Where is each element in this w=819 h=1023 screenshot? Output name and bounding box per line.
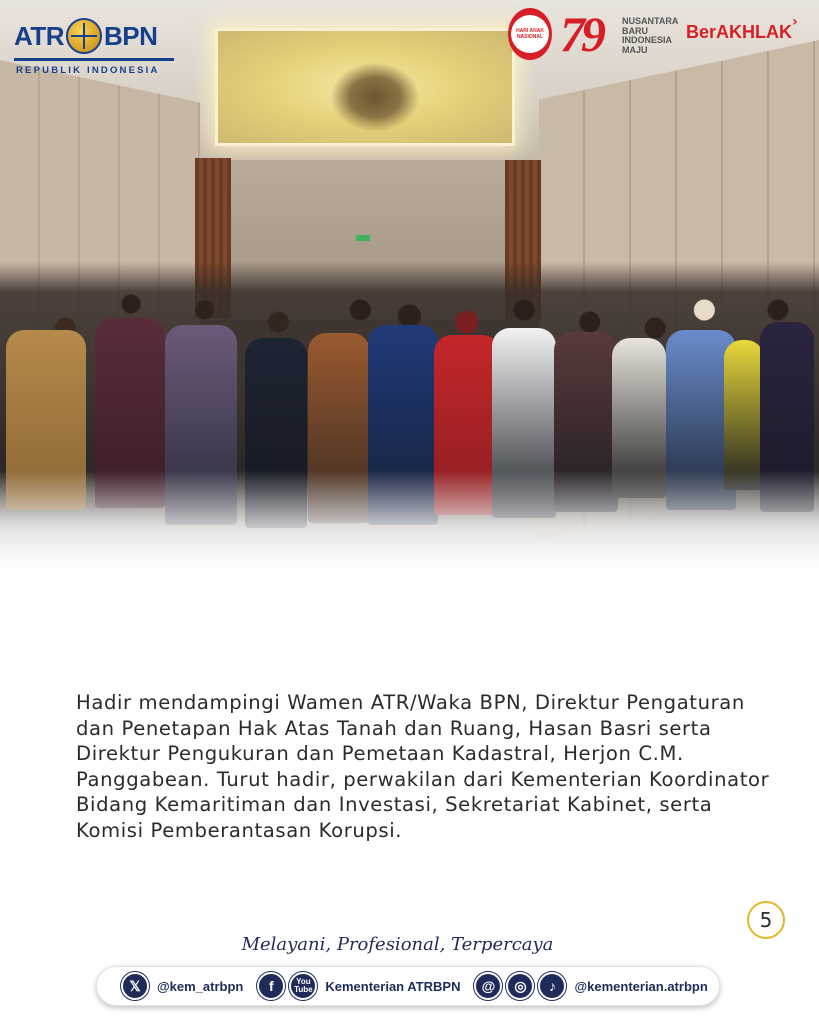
youtube-icon[interactable]: You Tube (289, 972, 317, 1000)
nusantara-line-4: MAJU (622, 44, 648, 55)
nusantara-baru-tagline (622, 17, 688, 55)
person-front-12 (724, 340, 764, 490)
hari-anak-nasional-text: HARI ANAK NASIONAL (516, 28, 544, 40)
berakhlak-logo: BerAKHLAK (686, 22, 793, 42)
x-handle[interactable]: @kem_atrbpn (157, 978, 244, 994)
logo-subtitle: REPUBLIK INDONESIA (16, 65, 160, 76)
globe-icon (66, 18, 102, 54)
logo-underline (14, 58, 174, 61)
facebook-icon[interactable]: f (257, 972, 285, 1000)
page-number-badge: 5 (747, 901, 785, 939)
exit-sign (356, 235, 370, 241)
instagram-tiktok-handle[interactable]: @kementerian.atrbpn (574, 978, 708, 994)
chandelier (330, 62, 420, 132)
anniversary-79-logo: 79 (560, 6, 602, 62)
tiktok-icon[interactable]: ♪ (538, 972, 566, 1000)
caption-paragraph: Hadir mendampingi Wamen ATR/Waka BPN, Direktur Pengaturan dan Penetapan Hak Atas Tanah dan Ruang, Hasan Basri serta Direktur Pengukuran dan Pemetaan Kadastral, Herjon C.M. Panggabean. Turut hadir, perwakilan dari Kementerian Koordinator Bidang Kemaritiman dan Investasi, Sekretariat Kabinet, serta Komisi Pemberantasan Korupsi. (76, 691, 770, 842)
photo-fade-overlay (0, 470, 819, 590)
nusantara-line-3: INDONESIA (622, 35, 673, 45)
tagline: Melayani, Profesional, Terpercaya (241, 934, 554, 955)
atrbpn-logo (14, 16, 184, 76)
facebook-youtube-name[interactable]: Kementerian ATRBPN (325, 978, 461, 994)
nusantara-line-1: NUSANTARA (622, 16, 679, 26)
threads-icon[interactable]: @ (474, 972, 502, 1000)
nusantara-line-2: BARU (622, 25, 648, 36)
instagram-icon[interactable]: ◎ (506, 972, 534, 1000)
logo-bpn-text: BPN (104, 20, 158, 51)
chevron-right-icon: › (792, 14, 798, 30)
social-media-bar (96, 966, 720, 1006)
logo-atr-text: ATR (14, 20, 65, 51)
hari-anak-nasional-logo (508, 8, 552, 60)
x-icon[interactable]: 𝕏 (121, 972, 149, 1000)
